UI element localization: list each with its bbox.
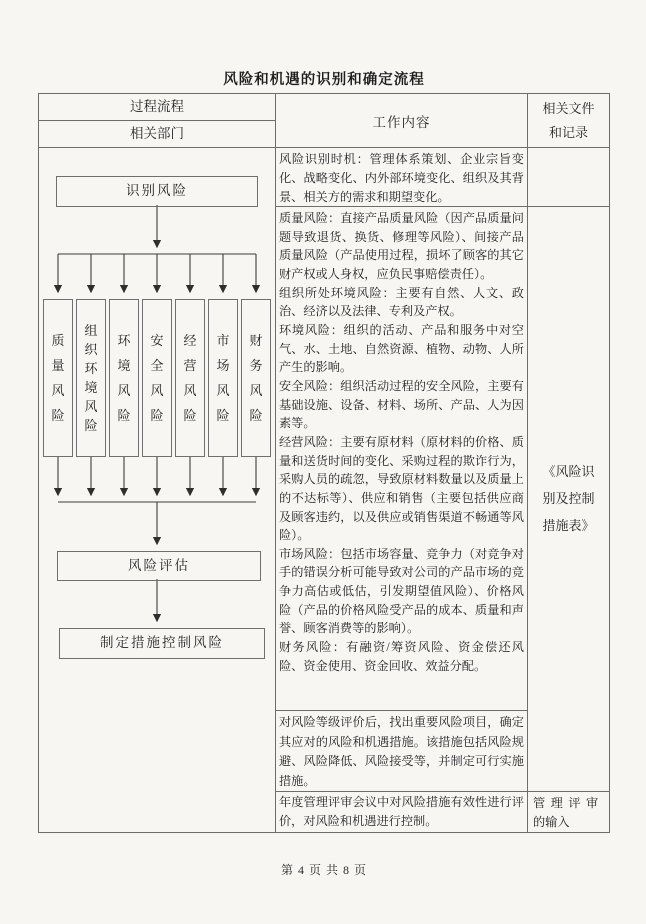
work-content-row1: 风险识别时机：管理体系策划、企业宗旨变化、战略变化、内外部环境变化、组织及其背景、相关方的需求和期望变化。 <box>276 148 528 207</box>
risk-box-market: 市 场 风 险 <box>208 299 238 457</box>
flowchart-control-box: 制定措施控制风险 <box>59 628 265 659</box>
flowchart-start-box: 识别风险 <box>56 176 258 207</box>
work-content-row4: 年度管理评审会议中对风险措施有效性进行评价，对风险和机遇进行控制。 <box>276 792 528 832</box>
risk-box-quality: 质 量 风 险 <box>43 299 73 457</box>
paragraph-market-risk: 市场风险：包括市场容量、竞争力（对竞争对手的错误分析可能导致对公司的产品市场的竞争力高估或低估，引发期望值风险）、价格风险（产品的价格风险受产品的成本、质量和声誉、顾客消费等的影响）。 <box>279 546 524 636</box>
page-title: 风险和机遇的识别和确定流程 <box>223 72 425 88</box>
risk-box-org-environment: 组 织 环 境 风 险 <box>76 299 106 457</box>
page-number: 第 4 页 共 8 页 <box>280 863 367 877</box>
header-related-documents-line1: 相关文件 <box>542 100 595 116</box>
documents-cell-empty <box>528 148 609 207</box>
risk-box-operation: 经 营 风 险 <box>175 299 205 457</box>
flowchart-connectors <box>39 148 275 831</box>
paragraph-quality-risk: 质量风险：直接产品质量风险（因产品质量问题导致退货、换货、修理等风险）、间接产品质量风险（产品使用过程，损坏了顾客的其它财产权或人身权，应负民事赔偿责任）。 <box>279 211 524 281</box>
header-related-departments: 相关部门 <box>39 121 276 148</box>
process-table <box>38 93 610 833</box>
review-input-line1: 管理评审 <box>533 796 604 810</box>
risk-category-row <box>43 299 271 457</box>
paragraph-safety-risk: 安全风险：组织活动过程的安全风险，主要有基础设施、设备、材料、场所、产品、人为因素等。 <box>279 378 524 431</box>
paragraph-org-environment-risk: 组织所处环境风险：主要有自然、人文、政治、经济以及法律、专利及产权。 <box>279 285 524 319</box>
paragraph-finance-risk: 财务风险：有融资/筹资风险、资金偿还风险、资金使用、资金回收、效益分配。 <box>279 640 524 673</box>
header-related-documents-line2: 和记录 <box>548 124 588 140</box>
header-process-flow: 过程流程 <box>39 94 276 121</box>
doc-ref-line1: 《风险识 <box>542 464 595 479</box>
risk-box-environment: 环 境 风 险 <box>109 299 139 457</box>
header-work-content: 工作内容 <box>276 94 528 148</box>
work-content-row2 <box>276 207 528 711</box>
doc-ref-line3: 措施表》 <box>542 518 595 533</box>
risk-box-finance: 财 务 风 险 <box>241 299 271 457</box>
risk-box-safety: 安 全 风 险 <box>142 299 172 457</box>
documents-risk-table-ref <box>528 207 609 792</box>
paragraph-operation-risk: 经营风险：主要有原材料（原材料的价格、质量和送货时间的变化、采购过程的欺诈行为，采购人员的疏忽，导致原材料数量以及质量上的不达标等）、供应和销售（主要包括供应商及顾客违约，以及供应或销售渠道不畅通等风险）。 <box>279 434 524 543</box>
paragraph-environment-risk: 环境风险：组织的活动、产品和服务中对空气、水、土地、自然资源、植物、动物、人所产生的影响。 <box>279 322 524 375</box>
flowchart-assess-box: 风险评估 <box>57 551 261 581</box>
header-related-documents <box>528 94 609 148</box>
review-input-line2: 的输入 <box>533 814 570 829</box>
doc-ref-line2: 别及控制 <box>542 491 595 506</box>
work-content-row3: 对风险等级评价后，找出重要风险项目，确定其应对的风险和机遇措施。该措施包括风险规避、风险降低、风险接受等，并制定可行实施措施。 <box>276 711 528 792</box>
flowchart-cell <box>39 148 276 832</box>
documents-management-review-input <box>528 792 609 832</box>
